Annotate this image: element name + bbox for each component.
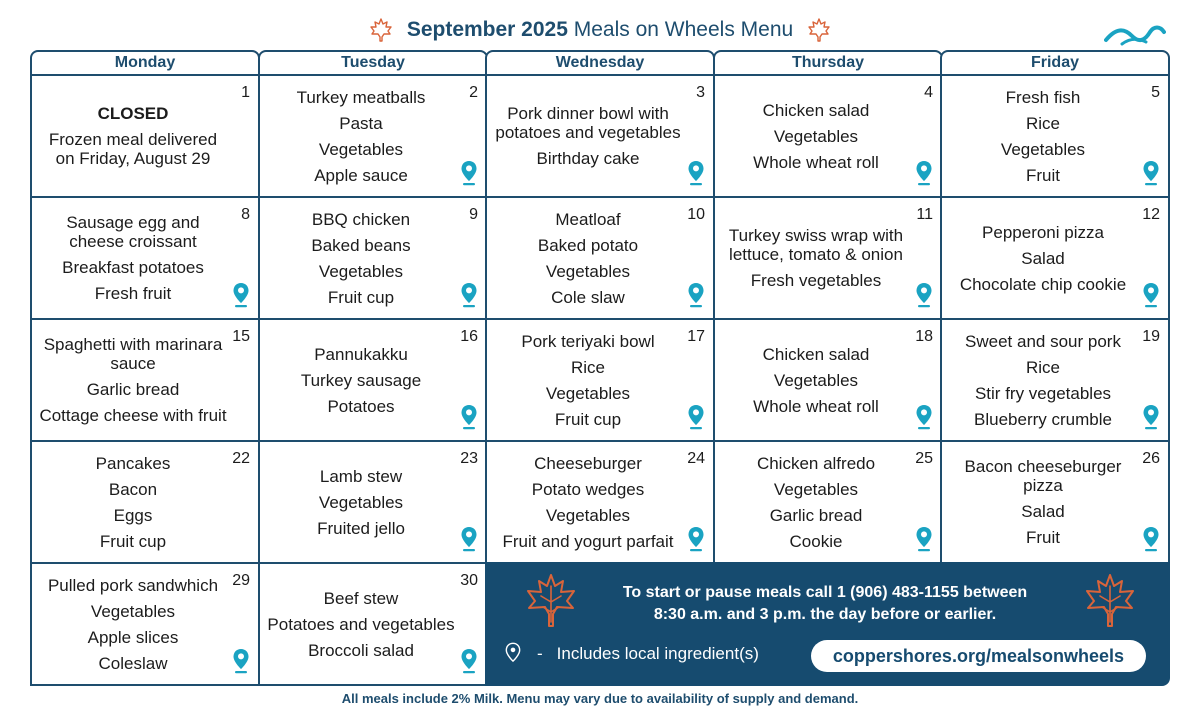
day-number: 16 [460,328,478,345]
meal-item: Frozen meal delivered on Friday, August 29 [48,130,218,168]
day-cell [713,196,943,320]
meal-list [38,326,228,434]
call-instructions-line2: 8:30 a.m. and 3 p.m. the day before or earlier. [653,606,997,623]
day-cell [258,196,488,320]
meal-item: Vegetables [773,126,859,146]
meal-item: Pancakes [95,453,171,473]
day-header-thursday: Thursday [713,50,943,74]
meal-list [266,82,456,190]
local-ingredient-pin-icon [232,282,250,308]
day-number: 11 [916,206,933,223]
meal-item: Turkey swiss wrap with lettuce, tomato & onion [728,226,904,264]
meal-item: Potato wedges [531,479,645,499]
day-cell [485,196,715,320]
meal-list [493,326,683,434]
meal-item: Cole slaw [551,287,625,307]
meal-item: Bacon cheeseburger pizza [964,457,1122,495]
meal-item: Garlic bread [769,505,863,525]
meal-item: Baked potato [537,235,639,255]
meal-list [493,82,683,190]
day-number: 29 [232,572,250,589]
local-ingredient-pin-icon [915,526,933,552]
meal-list [266,204,456,312]
local-ingredient-pin-icon [460,282,478,308]
day-cell [713,440,943,564]
meal-item: Fresh fruit [94,284,172,303]
meal-item: Fruited jello [317,518,405,538]
meal-item: Bacon [108,479,158,499]
meal-item: Apple sauce [314,165,408,185]
meal-item: Fresh fish [1005,87,1081,107]
meal-list [721,326,911,434]
meal-item: Vegetables [545,383,631,403]
meal-item: Vegetables [90,601,176,621]
call-instructions-line1: To start or pause meals call 1 (906) 483-1155 between [622,584,1028,601]
local-ingredient-pin-icon [687,526,705,552]
meal-item: Fruit [1026,165,1060,185]
meal-item: Apple slices [87,627,179,647]
menu-calendar [30,50,1170,686]
meal-item: Fruit cup [99,531,167,551]
day-header-friday: Friday [940,50,1170,74]
meal-item: Vegetables [545,505,631,525]
meal-item: Birthday cake [536,149,640,168]
day-number: 3 [696,84,705,101]
day-cell [30,440,260,564]
day-cell [258,74,488,198]
local-ingredient-pin-icon [232,648,250,674]
local-ingredient-pin-icon [1142,526,1160,552]
meal-item: Eggs [113,505,153,525]
pin-legend [505,642,759,666]
meal-item: Sausage egg and cheese croissant [66,213,200,251]
day-cell [485,318,715,442]
meal-item: Whole wheat roll [753,396,879,416]
meal-item: Lamb stew [319,466,403,486]
local-ingredient-pin-icon [915,404,933,430]
day-number: 12 [1142,206,1160,223]
meal-list [266,326,456,434]
day-cell [485,440,715,564]
maple-leaf-icon [1082,572,1138,628]
day-cell [30,196,260,320]
menu-title-bar [0,18,1200,48]
meal-item: Beef stew [323,588,399,608]
local-ingredient-pin-icon [460,404,478,430]
closed-label: CLOSED [97,104,169,123]
day-number: 9 [469,206,478,223]
meal-item: Rice [570,357,605,377]
meal-list [948,204,1138,312]
meal-item: Salad [1021,502,1065,521]
day-cell [258,562,488,686]
meal-item: Pepperoni pizza [982,222,1104,242]
meal-item: Garlic bread [86,380,180,399]
local-ingredient-pin-icon [687,160,705,186]
meal-item: Salad [1021,248,1065,268]
day-cell [940,440,1170,564]
meal-item: Vegetables [773,479,859,499]
meal-item: Breakfast potatoes [62,258,204,277]
meal-item: BBQ chicken [311,209,411,229]
day-cell [30,74,260,198]
meal-item: Vegetables [773,370,859,390]
local-ingredient-pin-icon [687,282,705,308]
day-number: 19 [1142,328,1160,345]
local-ingredient-pin-icon [915,282,933,308]
meal-item: Potatoes [327,396,395,416]
day-cell [30,318,260,442]
day-number: 25 [915,450,933,467]
day-cell [940,196,1170,320]
meal-item: Turkey sausage [300,370,422,390]
day-number: 15 [232,328,250,345]
meal-item: Spaghetti with marinara sauce [43,335,223,373]
meal-item: Coleslaw [98,653,168,673]
meal-item: Turkey meatballs [296,87,426,107]
maple-leaf-icon [369,18,393,42]
meal-item: Chocolate chip cookie [959,274,1127,294]
day-number: 23 [460,450,478,467]
day-number: 24 [687,450,705,467]
meal-item: Rice [1025,113,1060,133]
meal-list [948,326,1138,434]
meal-list [38,570,228,678]
meal-item: Vegetables [318,139,404,159]
local-ingredient-pin-icon [915,160,933,186]
meal-list [266,448,456,556]
page-title [407,18,793,42]
day-cell [30,562,260,686]
meal-item: Pasta [339,113,383,133]
day-cell [258,318,488,442]
meal-item: Cookie [789,531,843,551]
meal-item: Chicken salad [762,344,870,364]
meal-item: Whole wheat roll [753,152,879,172]
meal-item: Broccoli salad [308,640,414,660]
meal-item: Pulled pork sandwhich [47,575,219,595]
day-number: 17 [687,328,705,345]
meal-item: Vegetables [318,492,404,512]
meal-item: Blueberry crumble [974,409,1112,429]
local-ingredient-pin-icon [460,160,478,186]
day-number: 30 [460,572,478,589]
local-ingredient-pin-icon [687,404,705,430]
meal-item: Vegetables [545,261,631,281]
local-ingredient-pin-icon [460,648,478,674]
day-number: 22 [232,450,250,467]
title-month: September 2025 [406,18,568,41]
meal-item: Stir fry vegetables [974,383,1112,403]
meal-item: Pannukakku [314,344,408,364]
day-header-monday: Monday [30,50,260,74]
meal-item: Sweet and sour pork [965,331,1121,351]
day-cell [713,74,943,198]
day-number: 10 [687,206,705,223]
footer-note: All meals include 2% Milk. Menu may vary due to availability of supply and demand. [341,691,859,706]
local-ingredient-pin-icon [1142,404,1160,430]
meal-item: Chicken salad [762,100,870,120]
meal-item: Vegetables [1000,139,1086,159]
meal-list [38,204,228,312]
meal-item: Fruit cup [554,409,622,429]
local-ingredient-pin-icon [1142,282,1160,308]
contact-info-box [485,562,1170,686]
day-number: 26 [1142,450,1160,467]
meal-list [38,448,228,556]
call-instructions [595,582,1055,626]
day-cell [258,440,488,564]
maple-leaf-icon [807,18,831,42]
meal-list [38,82,228,190]
website-link[interactable]: coppershores.org/mealsonwheels [811,640,1146,672]
wave-logo-icon [1104,20,1166,46]
day-header-tuesday: Tuesday [258,50,488,74]
meal-list [493,448,683,556]
meal-item: Fruit cup [327,287,395,307]
meal-list [721,204,911,312]
meal-item: Cottage cheese with fruit [39,406,227,425]
meal-item: Pork teriyaki bowl [521,331,655,351]
meal-list [948,448,1138,556]
meal-item: Vegetables [318,261,404,281]
meal-item: Pork dinner bowl with potatoes and vegetables [495,104,681,142]
day-number: 8 [241,206,250,223]
day-number: 1 [241,84,250,101]
day-number: 2 [469,84,478,101]
meal-item: Cheeseburger [534,453,642,473]
day-header-wednesday: Wednesday [485,50,715,74]
meal-item: Potatoes and vegetables [267,614,455,634]
day-cell [713,318,943,442]
meal-item: Fruit and yogurt parfait [502,531,674,551]
meal-list [721,448,911,556]
local-ingredient-pin-icon [1142,160,1160,186]
day-number: 5 [1151,84,1160,101]
meal-item: Rice [1025,357,1060,377]
day-cell [940,318,1170,442]
day-cell [485,74,715,198]
meal-item: Meatloaf [555,209,621,229]
title-text: Meals on Wheels Menu [573,18,794,41]
meal-item: Fresh vegetables [750,271,882,290]
meal-list [266,570,456,678]
meal-item: Fruit [1026,528,1060,547]
day-cell [940,74,1170,198]
meal-item: Chicken alfredo [756,453,876,473]
local-ingredient-pin-icon [460,526,478,552]
meal-list [948,82,1138,190]
day-number: 4 [924,84,933,101]
legend-dash: - [537,644,543,663]
legend-text: Includes local ingredient(s) [556,644,759,663]
maple-leaf-icon [523,572,579,628]
location-pin-icon [505,642,521,666]
day-number: 18 [915,328,933,345]
meal-item: Baked beans [311,235,411,255]
meal-list [493,204,683,312]
meal-list [721,82,911,190]
